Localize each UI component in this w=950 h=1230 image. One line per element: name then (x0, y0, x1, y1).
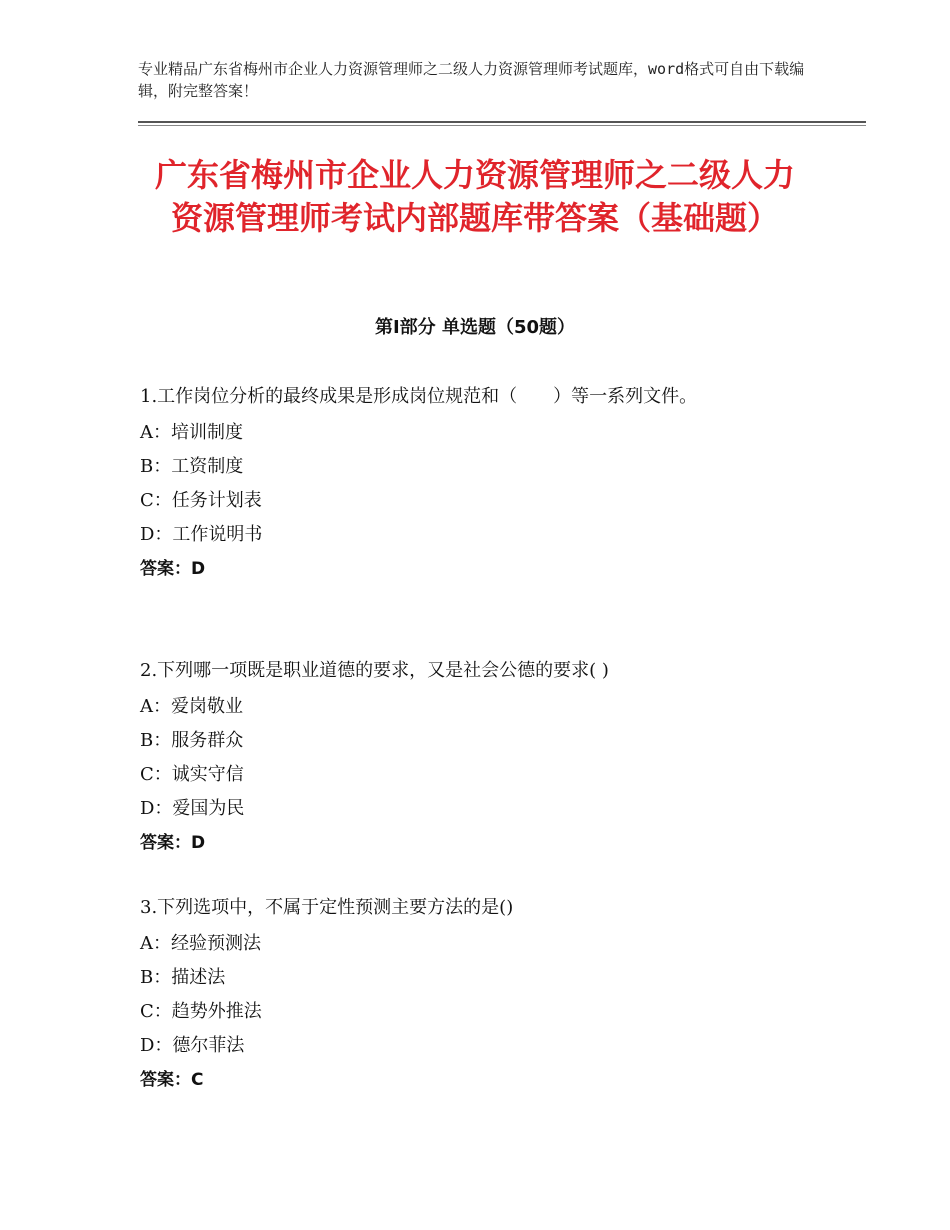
option-d: D：德尔菲法 (140, 1035, 245, 1056)
section-heading: 第Ⅰ部分 单选题（50题） (374, 317, 575, 338)
question-text: 1.工作岗位分析的最终成果是形成岗位规范和（ ）等一系列文件。 (140, 386, 698, 407)
option-c: C：任务计划表 (140, 490, 262, 511)
header-divider-thin (138, 125, 866, 126)
question-text: 3.下列选项中，不属于定性预测主要方法的是() (140, 897, 514, 918)
option-d: D：爱国为民 (140, 798, 245, 819)
option-a: A：爱岗敬业 (140, 696, 243, 717)
answer: 答案：C (140, 1070, 204, 1090)
document-title: 广东省梅州市企业人力资源管理师之二级人力资源管理师考试内部题库带答案（基础题） (154, 156, 795, 237)
option-b: B：描述法 (140, 967, 226, 988)
answer: 答案：D (140, 559, 206, 579)
question-text: 2.下列哪一项既是职业道德的要求，又是社会公德的要求( ) (140, 660, 609, 681)
option-c: C：诚实守信 (140, 764, 244, 785)
option-a: A：经验预测法 (140, 933, 261, 954)
option-b: B：服务群众 (140, 730, 244, 751)
header-note: 专业精品广东省梅州市企业人力资源管理师之二级人力资源管理师考试题库，word格式可自由下载编辑，附完整答案！ (138, 60, 805, 100)
option-a: A：培训制度 (140, 422, 243, 443)
option-d: D：工作说明书 (140, 524, 263, 545)
question-block (140, 656, 780, 860)
option-b: B：工资制度 (140, 456, 244, 477)
question-block (140, 893, 780, 1097)
answer: 答案：D (140, 833, 206, 853)
question-block (140, 382, 780, 586)
header-divider (138, 121, 866, 123)
option-c: C：趋势外推法 (140, 1001, 262, 1022)
